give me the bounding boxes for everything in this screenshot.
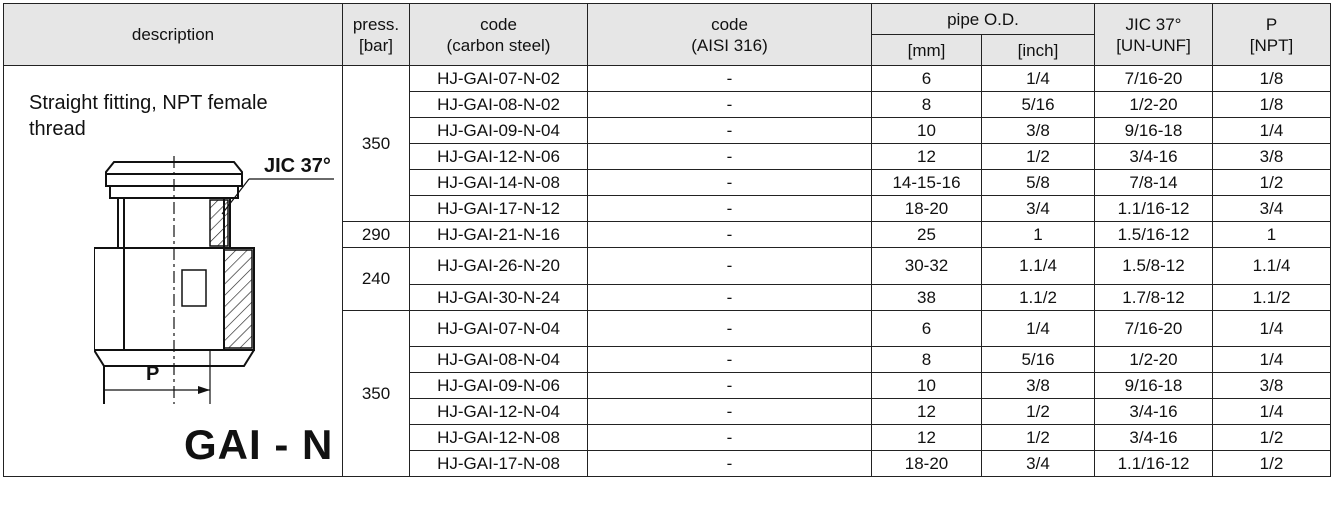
cell-inch: 3/4 <box>982 196 1095 222</box>
cell-aisi: - <box>588 66 872 92</box>
cell-code: HJ-GAI-14-N-08 <box>410 170 588 196</box>
cell-inch: 3/8 <box>982 118 1095 144</box>
cell-code: HJ-GAI-21-N-16 <box>410 222 588 248</box>
header-code-aisi-line1: code <box>711 14 748 34</box>
cell-mm: 14-15-16 <box>872 170 982 196</box>
cell-npt: 3/8 <box>1213 144 1331 170</box>
cell-code: HJ-GAI-17-N-08 <box>410 451 588 477</box>
cell-aisi: - <box>588 196 872 222</box>
cell-aisi: - <box>588 284 872 310</box>
cell-mm: 12 <box>872 144 982 170</box>
header-p-line2: [NPT] <box>1249 35 1294 55</box>
cell-code: HJ-GAI-09-N-06 <box>410 373 588 399</box>
cell-code: HJ-GAI-17-N-12 <box>410 196 588 222</box>
cell-inch: 1/4 <box>982 66 1095 92</box>
cell-inch: 1.1/4 <box>982 248 1095 285</box>
header-press-line1: press. <box>352 14 400 34</box>
cell-npt: 1/2 <box>1213 451 1331 477</box>
cell-npt: 1/2 <box>1213 425 1331 451</box>
cell-npt: 1/4 <box>1213 310 1331 347</box>
fitting-drawing <box>94 154 334 414</box>
header-code-carbon <box>410 4 588 66</box>
cell-aisi: - <box>588 92 872 118</box>
jic-label: JIC 37° <box>264 155 331 177</box>
cell-aisi: - <box>588 373 872 399</box>
cell-mm: 10 <box>872 373 982 399</box>
header-jic-line2: [UN-UNF] <box>1116 35 1191 55</box>
cell-inch: 1/2 <box>982 144 1095 170</box>
cell-jic: 1.1/16-12 <box>1095 451 1213 477</box>
cell-jic: 9/16-18 <box>1095 118 1213 144</box>
cell-aisi: - <box>588 451 872 477</box>
cell-jic: 3/4-16 <box>1095 399 1213 425</box>
header-p-npt <box>1213 4 1331 66</box>
cell-aisi: - <box>588 118 872 144</box>
cell-mm: 6 <box>872 310 982 347</box>
pressure-cell: 350 <box>343 66 410 222</box>
pressure-cell: 290 <box>343 222 410 248</box>
cell-inch: 3/8 <box>982 373 1095 399</box>
cell-mm: 12 <box>872 399 982 425</box>
cell-inch: 1 <box>982 222 1095 248</box>
header-code-carbon-line2: (carbon steel) <box>446 35 551 55</box>
p-dimension-arrow <box>198 386 210 394</box>
cell-aisi: - <box>588 248 872 285</box>
cell-npt: 3/8 <box>1213 373 1331 399</box>
cell-npt: 3/4 <box>1213 196 1331 222</box>
cell-aisi: - <box>588 310 872 347</box>
header-mm: [mm] <box>872 35 982 66</box>
cell-npt: 1 <box>1213 222 1331 248</box>
spec-table <box>3 3 1331 477</box>
cell-npt: 1/4 <box>1213 118 1331 144</box>
header-p-line1: P <box>1265 14 1278 34</box>
cell-npt: 1/2 <box>1213 170 1331 196</box>
pressure-cell: 240 <box>343 248 410 311</box>
cell-aisi: - <box>588 399 872 425</box>
cell-inch: 1/2 <box>982 399 1095 425</box>
table-row <box>4 66 1331 92</box>
cell-jic: 1.7/8-12 <box>1095 284 1213 310</box>
cell-jic: 3/4-16 <box>1095 425 1213 451</box>
cell-npt: 1/8 <box>1213 66 1331 92</box>
cell-inch: 3/4 <box>982 451 1095 477</box>
cell-npt: 1.1/4 <box>1213 248 1331 285</box>
cell-mm: 6 <box>872 66 982 92</box>
cell-jic: 1/2-20 <box>1095 347 1213 373</box>
header-description: description <box>4 4 343 66</box>
cell-jic: 3/4-16 <box>1095 144 1213 170</box>
description-cell <box>4 66 343 477</box>
cell-jic: 1/2-20 <box>1095 92 1213 118</box>
cell-code: HJ-GAI-08-N-04 <box>410 347 588 373</box>
table-body <box>4 66 1331 477</box>
cell-mm: 8 <box>872 92 982 118</box>
model-name: GAI - N <box>184 421 334 468</box>
header-press-line2: [bar] <box>358 35 394 55</box>
section-hatch-lower <box>224 250 252 348</box>
header-jic <box>1095 4 1213 66</box>
cell-code: HJ-GAI-09-N-04 <box>410 118 588 144</box>
header-pipe-od: pipe O.D. <box>872 4 1095 35</box>
cell-code: HJ-GAI-26-N-20 <box>410 248 588 285</box>
cell-jic: 1.5/16-12 <box>1095 222 1213 248</box>
cell-mm: 38 <box>872 284 982 310</box>
cell-jic: 7/8-14 <box>1095 170 1213 196</box>
cell-mm: 18-20 <box>872 196 982 222</box>
bore-outline <box>182 270 206 306</box>
description-text: Straight fitting, NPT female thread <box>29 92 268 140</box>
header-code-carbon-line1: code <box>480 14 517 34</box>
cell-npt: 1/4 <box>1213 347 1331 373</box>
cell-inch: 1.1/2 <box>982 284 1095 310</box>
cell-inch: 1/4 <box>982 310 1095 347</box>
header-jic-line1: JIC 37° <box>1125 14 1182 34</box>
cell-inch: 5/16 <box>982 347 1095 373</box>
cell-jic: 1.5/8-12 <box>1095 248 1213 285</box>
cell-code: HJ-GAI-12-N-08 <box>410 425 588 451</box>
cell-aisi: - <box>588 144 872 170</box>
cell-aisi: - <box>588 170 872 196</box>
cell-mm: 12 <box>872 425 982 451</box>
header-press <box>343 4 410 66</box>
cell-code: HJ-GAI-12-N-04 <box>410 399 588 425</box>
section-hatch-upper <box>210 200 228 246</box>
cell-aisi: - <box>588 347 872 373</box>
cell-mm: 18-20 <box>872 451 982 477</box>
cell-npt: 1/4 <box>1213 399 1331 425</box>
p-label: P <box>146 363 160 385</box>
cell-inch: 5/16 <box>982 92 1095 118</box>
cell-jic: 9/16-18 <box>1095 373 1213 399</box>
table-header <box>4 4 1331 66</box>
cell-aisi: - <box>588 222 872 248</box>
header-code-aisi <box>588 4 872 66</box>
cell-npt: 1/8 <box>1213 92 1331 118</box>
jic-leader-line <box>222 179 249 214</box>
cell-mm: 8 <box>872 347 982 373</box>
cell-code: HJ-GAI-07-N-04 <box>410 310 588 347</box>
cell-mm: 10 <box>872 118 982 144</box>
cell-npt: 1.1/2 <box>1213 284 1331 310</box>
cell-code: HJ-GAI-08-N-02 <box>410 92 588 118</box>
cell-code: HJ-GAI-12-N-06 <box>410 144 588 170</box>
header-inch: [inch] <box>982 35 1095 66</box>
cell-mm: 25 <box>872 222 982 248</box>
cell-jic: 7/16-20 <box>1095 66 1213 92</box>
cell-mm: 30-32 <box>872 248 982 285</box>
cell-code: HJ-GAI-30-N-24 <box>410 284 588 310</box>
cell-inch: 1/2 <box>982 425 1095 451</box>
cell-inch: 5/8 <box>982 170 1095 196</box>
cell-jic: 7/16-20 <box>1095 310 1213 347</box>
cell-jic: 1.1/16-12 <box>1095 196 1213 222</box>
cell-aisi: - <box>588 425 872 451</box>
description-panel <box>4 66 342 476</box>
header-code-aisi-line2: (AISI 316) <box>691 35 768 55</box>
cell-code: HJ-GAI-07-N-02 <box>410 66 588 92</box>
pressure-cell: 350 <box>343 310 410 477</box>
